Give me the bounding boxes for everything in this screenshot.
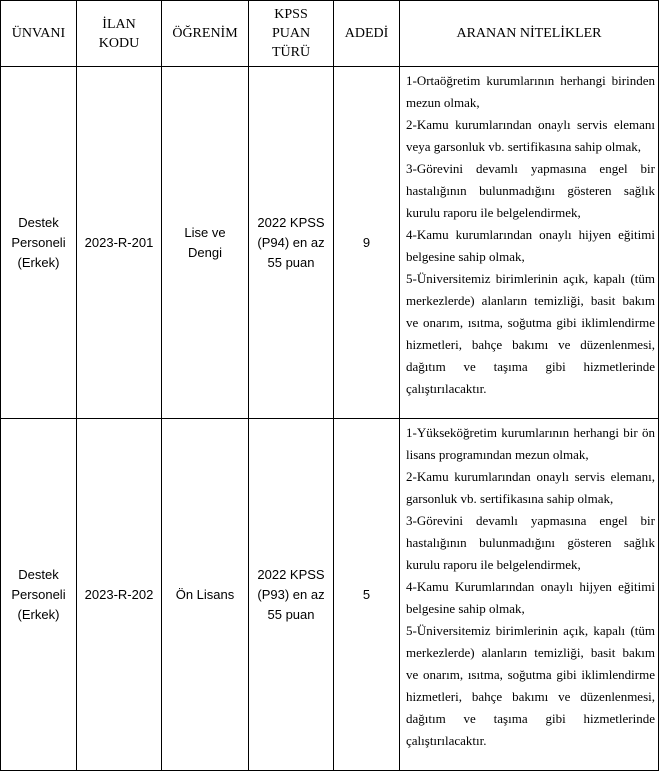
cell-ilan-kodu	[77, 67, 162, 419]
header-nitelikler: ARANAN NİTELİKLER	[400, 1, 659, 67]
cell-ogrenim	[162, 419, 249, 771]
header-ilan-kodu	[77, 1, 162, 67]
ogrenim-line: Lise ve	[184, 224, 226, 240]
nitelik-item: 1-Ortaöğretim kurumlarının herhangi birinden mezun olmak,	[406, 73, 655, 110]
header-ilan-kodu-line: İLAN	[102, 16, 136, 32]
cell-kpss	[249, 67, 334, 419]
nitelik-item: 3-Görevini devamlı yapmasına engel bir hastalığının bulunmadığını gösteren sağlık kurulu raporu ile belgelendirmek,	[406, 161, 655, 220]
unvan-line: (Erkek)	[17, 254, 60, 270]
nitelik-item: 2-Kamu kurumlarından onaylı servis elemanı veya garsonluk vb. sertifikasına sahip olmak,	[406, 117, 655, 154]
nitelik-item: 2-Kamu kurumlarından onaylı servis elemanı, garsonluk vb. sertifikasına sahip olmak,	[406, 469, 655, 506]
kpss-line: (P93) en az	[257, 586, 325, 602]
cell-unvan	[1, 67, 77, 419]
cell-kpss	[249, 419, 334, 771]
ilan-kodu-text: 2023-R-201	[84, 234, 154, 250]
unvan-line: Destek	[18, 566, 59, 582]
header-unvan: ÜNVANI	[1, 1, 77, 67]
kpss-line: 55 puan	[267, 254, 315, 270]
cell-ilan-kodu	[77, 419, 162, 771]
cell-adet	[334, 419, 400, 771]
cell-unvan	[1, 419, 77, 771]
cell-nitelikler	[400, 67, 659, 419]
header-ilan-kodu-line: KODU	[98, 35, 140, 51]
nitelik-item: 5-Üniversitemiz birimlerinin açık, kapalı (tüm merkezlerde) alanların temizliği, basit bakım ve onarım, ısıtma, soğutma gibi iklimlendirme hizmetleri, bahçe bakımı ve düzenlenmesi, dağıtım ve taşıma gibi hizmetlerinde çalıştırılacaktır.	[406, 623, 655, 748]
ilan-kodu-text: 2023-R-202	[84, 586, 154, 602]
kpss-line: 2022 KPSS	[257, 214, 325, 230]
unvan-line: Personeli	[11, 586, 66, 602]
unvan-line: (Erkek)	[17, 606, 60, 622]
kpss-line: (P94) en az	[257, 234, 325, 250]
ogrenim-line: Dengi	[188, 244, 222, 260]
ogrenim-line: Ön Lisans	[175, 586, 235, 602]
header-row	[1, 1, 659, 67]
adet-text: 5	[362, 586, 371, 602]
cell-nitelikler	[400, 419, 659, 771]
table-row	[1, 67, 659, 419]
unvan-line: Personeli	[11, 234, 66, 250]
unvan-line: Destek	[18, 214, 59, 230]
header-kpss-line: KPSS	[274, 7, 308, 22]
table-row	[1, 419, 659, 771]
cell-ogrenim	[162, 67, 249, 419]
kpss-line: 2022 KPSS	[257, 566, 325, 582]
adet-text: 9	[362, 234, 371, 250]
nitelik-item: 4-Kamu kurumlarından onaylı hijyen eğitimi belgesine sahip olmak,	[406, 227, 655, 264]
nitelik-item: 5-Üniversitemiz birimlerinin açık, kapalı (tüm merkezlerde) alanların temizliği, basit bakım ve onarım, ısıtma, soğutma gibi iklimlendirme hizmetleri, bahçe bakımı ve düzenlenmesi, dağıtım ve taşıma gibi hizmetlerinde çalıştırılacaktır.	[406, 271, 655, 396]
kpss-line: 55 puan	[267, 606, 315, 622]
nitelik-item: 1-Yükseköğretim kurumlarının herhangi bir ön lisans programından mezun olmak,	[406, 425, 655, 462]
header-kpss-line: PUAN	[271, 26, 311, 41]
header-ogrenim: ÖĞRENİM	[162, 1, 249, 67]
header-kpss-line: TÜRÜ	[271, 45, 311, 60]
nitelik-item: 4-Kamu Kurumlarından onaylı hijyen eğitimi belgesine sahip olmak,	[406, 579, 655, 616]
cell-adet	[334, 67, 400, 419]
header-kpss	[249, 1, 334, 67]
header-adet: ADEDİ	[334, 1, 400, 67]
nitelik-item: 3-Görevini devamlı yapmasına engel bir hastalığının bulunmadığını gösteren sağlık kurulu raporu ile belgelendirmek,	[406, 513, 655, 572]
